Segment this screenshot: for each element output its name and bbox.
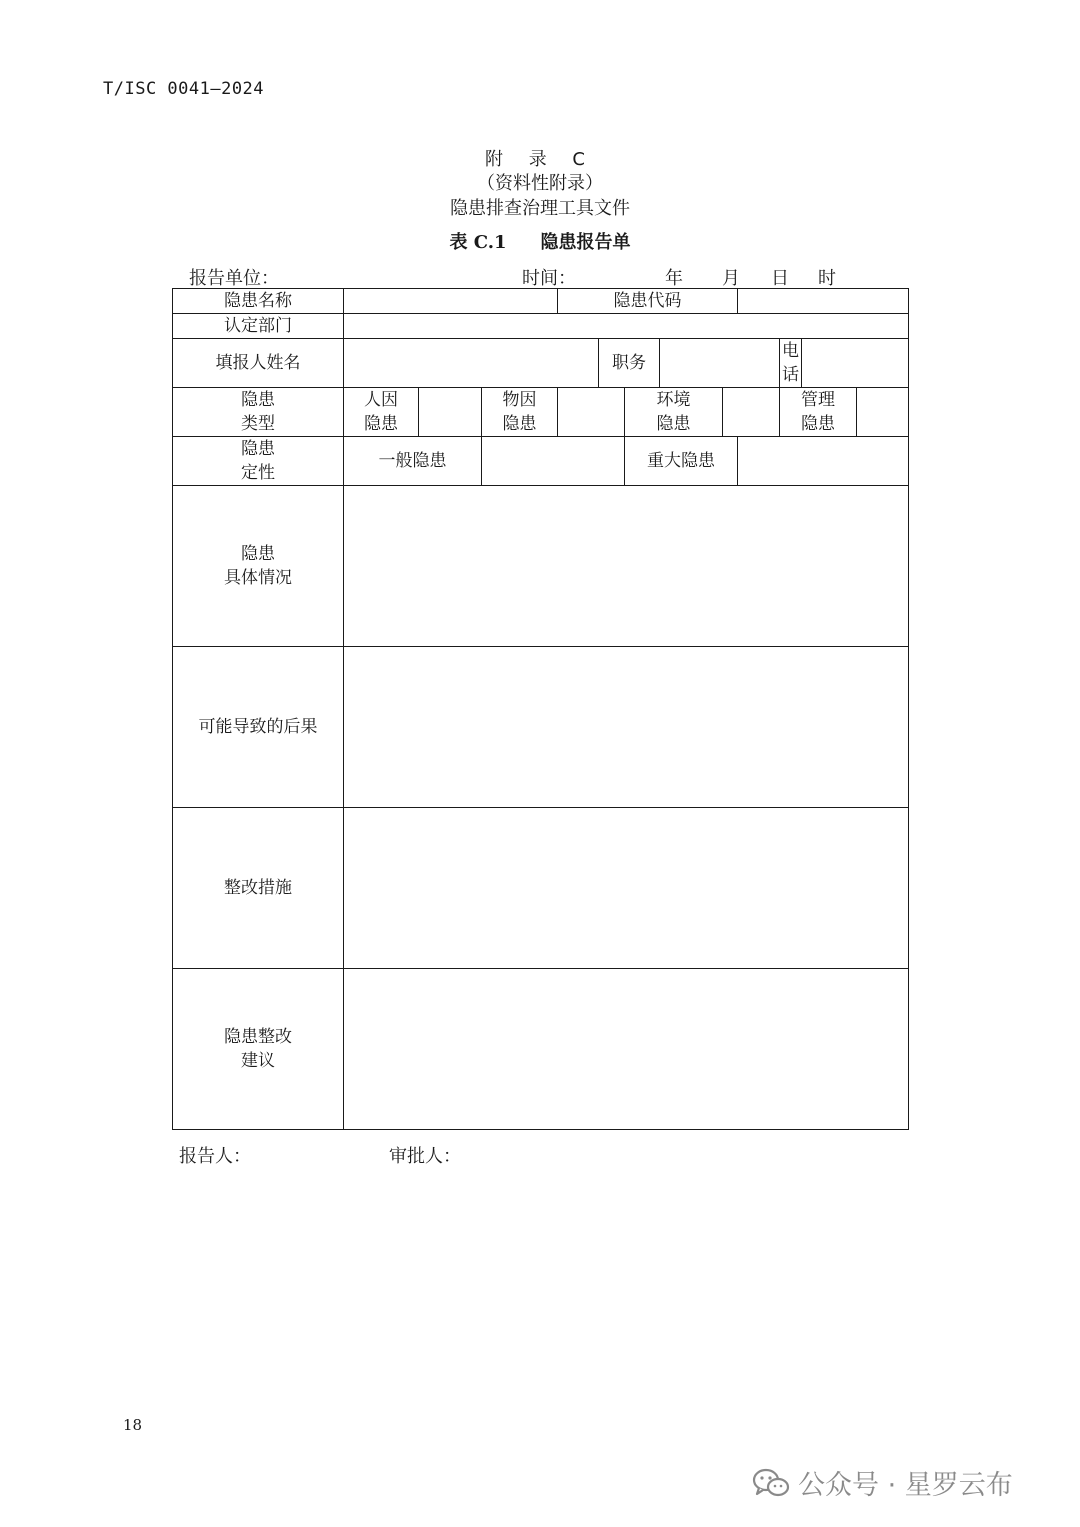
year-label: 年 <box>665 268 683 289</box>
general-hazard-field[interactable] <box>482 437 625 486</box>
approver-label: 审批人： <box>389 1146 461 1167</box>
watermark <box>752 1463 1013 1502</box>
filler-name-field[interactable] <box>344 339 599 388</box>
hazard-code-label: 隐患代码 <box>558 289 738 314</box>
details-field[interactable] <box>344 486 909 647</box>
phone-field[interactable] <box>802 339 909 388</box>
type-mgmt-label: 管理 隐患 <box>780 388 857 437</box>
appendix-subtitle: （资料性附录） <box>477 173 603 194</box>
appendix-name: 隐患排查治理工具文件 <box>450 198 630 219</box>
type-env-label: 环境 隐患 <box>625 388 723 437</box>
table-caption <box>0 228 1080 254</box>
type-env-field[interactable] <box>723 388 780 437</box>
page-number: 18 <box>123 1416 143 1434</box>
standard-code: T/ISC 0041—2024 <box>103 79 265 99</box>
major-hazard-label: 重大隐患 <box>625 437 738 486</box>
wechat-icon <box>752 1467 790 1499</box>
position-field[interactable] <box>660 339 780 388</box>
measures-field[interactable] <box>344 808 909 969</box>
phone-label: 电 话 <box>780 339 802 388</box>
details-label: 隐患 具体情况 <box>173 486 344 647</box>
major-hazard-field[interactable] <box>738 437 909 486</box>
day-label: 日 <box>771 268 789 289</box>
hazard-name-label: 隐患名称 <box>173 289 344 314</box>
hazard-name-field[interactable] <box>344 289 558 314</box>
table-number: 表 C.1 <box>449 232 507 253</box>
consequence-label: 可能导致的后果 <box>173 647 344 808</box>
appendix-title: 附 录 C <box>484 149 595 170</box>
position-label: 职务 <box>599 339 660 388</box>
hazard-code-field[interactable] <box>738 289 909 314</box>
general-hazard-label: 一般隐患 <box>344 437 482 486</box>
reporter-label: 报告人： <box>179 1146 251 1167</box>
type-human-label: 人因 隐患 <box>344 388 419 437</box>
time-label: 时间： <box>522 268 576 289</box>
type-human-field[interactable] <box>419 388 482 437</box>
dept-field[interactable] <box>344 314 909 339</box>
measures-label: 整改措施 <box>173 808 344 969</box>
type-mgmt-field[interactable] <box>857 388 909 437</box>
suggestion-field[interactable] <box>344 969 909 1130</box>
type-object-field[interactable] <box>558 388 625 437</box>
hazard-nature-label: 隐患 定性 <box>173 437 344 486</box>
month-label: 月 <box>722 268 740 289</box>
hour-label: 时 <box>818 268 836 289</box>
table-title: 隐患报告单 <box>540 232 631 253</box>
dept-label: 认定部门 <box>173 314 344 339</box>
consequence-field[interactable] <box>344 647 909 808</box>
hazard-report-form <box>172 288 909 1130</box>
watermark-text: 公众号 · 星罗云布 <box>798 1470 1013 1501</box>
suggestion-label: 隐患整改 建议 <box>173 969 344 1130</box>
hazard-type-label: 隐患 类型 <box>173 388 344 437</box>
filler-name-label: 填报人姓名 <box>173 339 344 388</box>
type-object-label: 物因 隐患 <box>482 388 558 437</box>
report-unit-label: 报告单位： <box>189 268 279 289</box>
